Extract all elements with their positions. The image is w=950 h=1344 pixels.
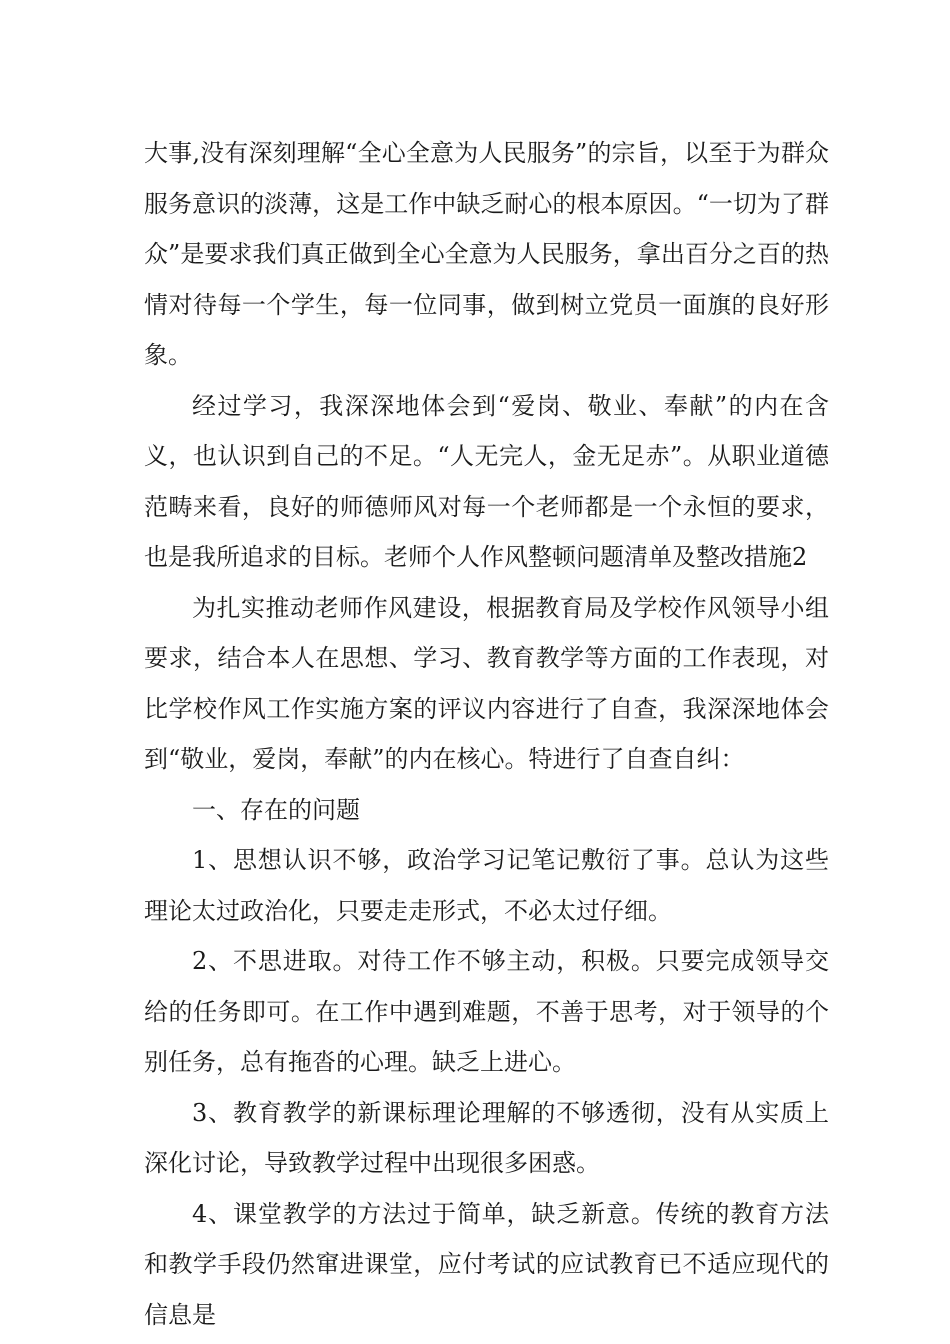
list-item-2: 2、不思进取。对待工作不够主动，积极。只要完成领导交给的任务即可。在工作中遇到难题，不善于思考，对于领导的个别任务，总有拖沓的心理。缺乏上进心。 — [144, 947, 829, 1076]
paragraph-3: 为扎实推动老师作风建设，根据教育局及学校作风领导小组要求，结合本人在思想、学习、教育教学等方面的工作表现，对比学校作风工作实施方案的评议内容进行了自查，我深深地体会到“敬业，爱岗，奉献”的内在核心。特进行了自查自纠： — [144, 593, 829, 773]
list-item-4: 4、课堂教学的方法过于简单，缺乏新意。传统的教育方法和教学手段仍然窜进课堂，应付考试的应试教育已不适应现代的信息是 — [144, 1199, 829, 1329]
paragraph-1: 大事,没有深刻理解“全心全意为人民服务”的宗旨，以至于为群众服务意识的淡薄，这是工作中缺乏耐心的根本原因。“一切为了群众”是要求我们真正做到全心全意为人民服务，拿出百分之百的热情对待每一个学生，每一位同事，做到树立党员一面旗的良好形象。 — [144, 139, 829, 369]
paragraph-2: 经过学习，我深深地体会到“爱岗、敬业、奉献”的内在含义，也认识到自己的不足。“人无完人，金无足赤”。从职业道德范畴来看，良好的师德师风对每一个老师都是一个永恒的要求，也是我所追求的目标。老师个人作风整顿问题清单及整改措施2 — [144, 391, 829, 571]
list-item-3: 3、教育教学的新课标理论理解的不够透彻，没有从实质上深化讨论，导致教学过程中出现很多困惑。 — [144, 1098, 829, 1177]
section-heading-problems: 一、存在的问题 — [192, 795, 360, 824]
document-body — [144, 128, 829, 1340]
list-item-1: 1、思想认识不够，政治学习记笔记敷衍了事。总认为这些理论太过政治化，只要走走形式，不必太过仔细。 — [144, 846, 829, 925]
